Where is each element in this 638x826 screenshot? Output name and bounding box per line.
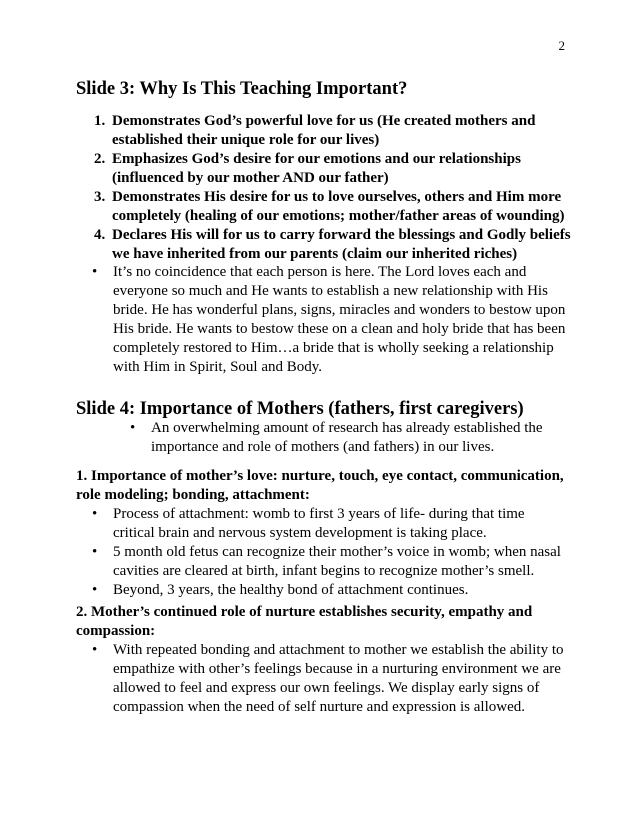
numbered-item [94, 150, 574, 188]
list-item [92, 543, 568, 581]
numbered-item [94, 226, 574, 264]
section1-bullet-list [92, 505, 568, 600]
item-number: 3. [94, 189, 106, 205]
list-item [92, 505, 568, 543]
item-text: Demonstrates God’s powerful love for us (He created mothers and established their unique role for our lives) [112, 113, 536, 148]
bullet-mark: • [92, 642, 98, 658]
item-text: Declares His will for us to carry forward the blessings and Godly beliefs we have inherited from our parents (claim our inherited riches) [112, 227, 571, 262]
page-number: 2 [558, 38, 565, 53]
section2-heading: 2. Mother’s continued role of nurture establishes security, empathy and compassion: [76, 604, 533, 639]
bullet-mark: • [92, 582, 98, 598]
slide4-heading: Slide 4: Importance of Mothers (fathers, first caregivers) [76, 399, 524, 419]
item-text: Demonstrates His desire for us to love ourselves, others and Him more completely (healing of our emotions; mother/father areas of wounding) [112, 189, 565, 224]
slide3-heading: Slide 3: Why Is This Teaching Important? [76, 79, 408, 99]
bullet-mark: • [92, 506, 98, 522]
list-item [92, 581, 568, 600]
bullet-text: Beyond, 3 years, the healthy bond of attachment continues. [113, 582, 469, 598]
bullet-text: 5 month old fetus can recognize their mother’s voice in womb; when nasal cavities are cleared at birth, infant begins to recognize mother’s smell. [113, 544, 561, 579]
section1-heading: 1. Importance of mother’s love: nurture, touch, eye contact, communication, role modeling; bonding, attachment: [76, 468, 564, 503]
item-number: 1. [94, 113, 106, 129]
item-number: 2. [94, 151, 106, 167]
item-number: 4. [94, 227, 106, 243]
section2-bullet-list [92, 641, 568, 717]
bullet-text: An overwhelming amount of research has already established the importance and role of mothers (and fathers) in our lives. [151, 420, 543, 455]
slide4-intro-list [130, 419, 570, 457]
bullet-text: It’s no coincidence that each person is here. The Lord loves each and everyone so much and He wants to establish a new relationship with His bride. He has wonderful plans, signs, miracles and wonders to bestow upon His bride. He wants to bestow these on a clean and holy bride that has been completely restored to Him…a bride that is wholly seeking a relationship with Him in Spirit, Soul and Body. [113, 264, 566, 375]
list-item [92, 641, 568, 717]
bullet-mark: • [92, 544, 98, 560]
bullet-mark: • [130, 420, 136, 436]
bullet-mark: • [92, 264, 98, 280]
bullet-text: Process of attachment: womb to first 3 years of life- during that time critical brain and nervous system development is taking place. [113, 506, 525, 541]
slide3-numbered-list [94, 112, 574, 264]
list-item [92, 263, 566, 377]
numbered-item [94, 188, 574, 226]
bullet-text: With repeated bonding and attachment to mother we establish the ability to empathize with other’s feelings because in a nurturing environment we are allowed to feel and express our own feelings. We display early signs of compassion when the need of self nurture and expression is allowed. [113, 642, 564, 715]
slide3-bullet-list [92, 263, 566, 377]
item-text: Emphasizes God’s desire for our emotions and our relationships (influenced by our mother AND our father) [112, 151, 521, 186]
list-item [130, 419, 570, 457]
numbered-item [94, 112, 574, 150]
